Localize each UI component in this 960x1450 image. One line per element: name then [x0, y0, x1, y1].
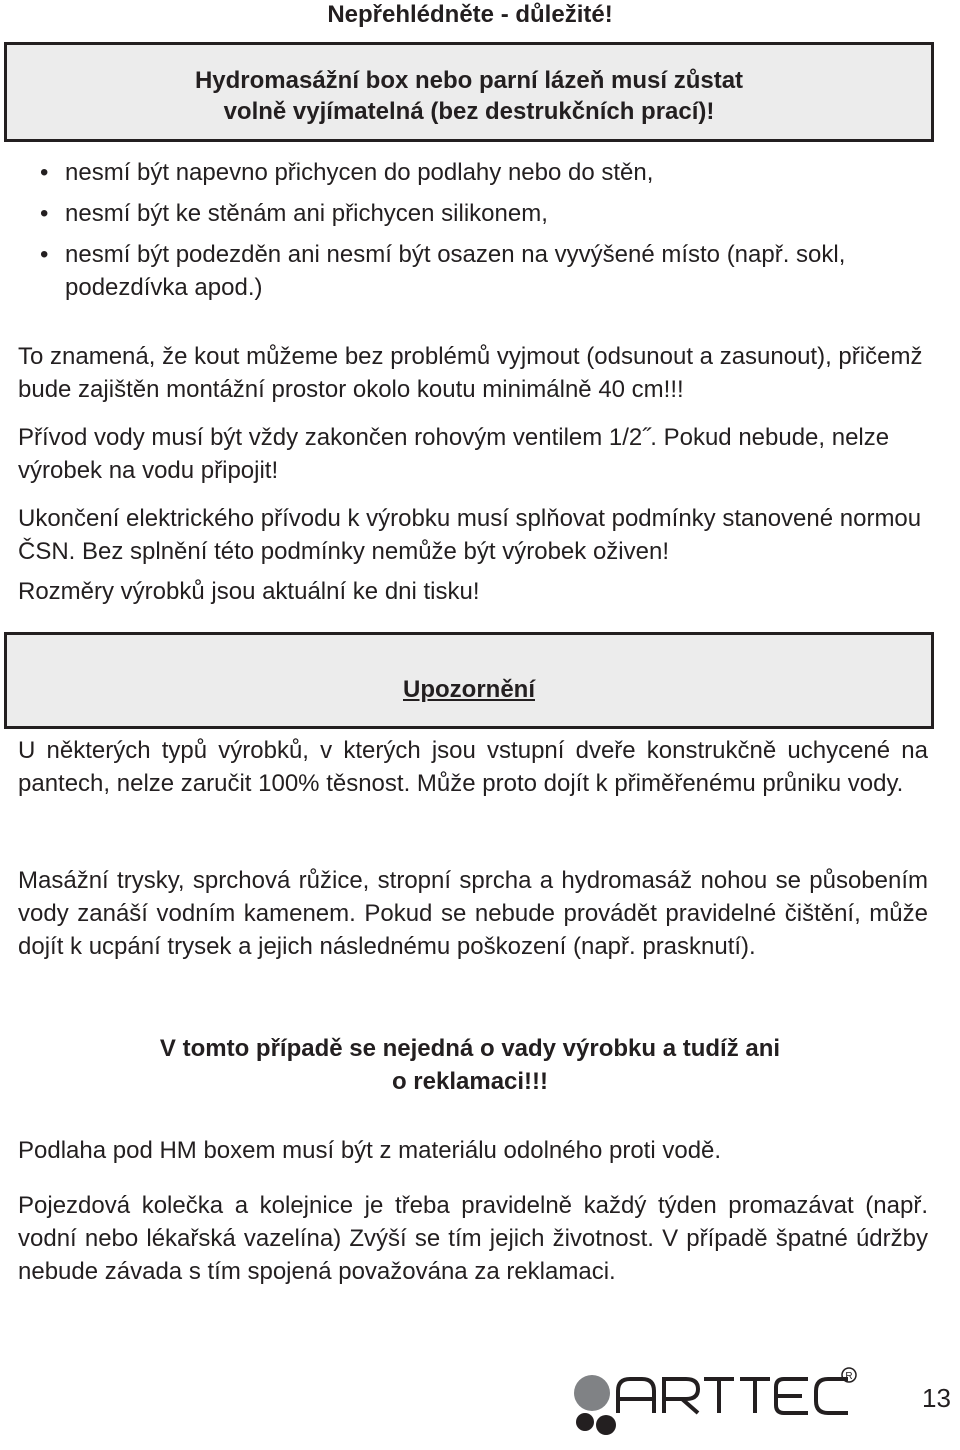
notice-box-text	[7, 45, 931, 127]
notice-line-2: volně vyjímatelná (bez destrukčních prací)!	[223, 98, 715, 125]
claim-line-1: V tomto případě se nejedná o vady výrobku a tudíž ani	[159, 1035, 781, 1062]
page-heading: Nepřehlédněte - důležité!	[327, 1, 613, 28]
logo-circle-small-dark	[576, 1413, 594, 1431]
paragraph-dimensions: Rozměry výrobků jsou aktuální ke dni tisku!	[18, 578, 480, 605]
logo-circle-small	[596, 1415, 616, 1435]
list-item: • nesmí být ke stěnám ani přichycen silikonem,	[40, 197, 920, 230]
claim-line-2: o reklamaci!!!	[391, 1068, 549, 1095]
restriction-list	[40, 156, 920, 312]
paragraph-limescale: Masážní trysky, sprchová růžice, stropní sprcha a hydromasáž nohou se působením vody zanáší vodním kamenem. Pokud se nebude provádět pravidelné čištění, může dojít k ucpání trysek a jejich následnému poškození (např. prasknutí).	[18, 867, 928, 960]
paragraph-maintenance: Pojezdová kolečka a kolejnice je třeba pravidelně každý týden promazávat (např. vodní nebo lékařská vazelína) Zvýší se tím jejich životnost. V případě špatné údržby nebude závada s tím spojená považována za reklamaci.	[18, 1192, 928, 1285]
paragraph-floor: Podlaha pod HM boxem musí být z materiálu odolného proti vodě.	[18, 1137, 722, 1164]
paragraph-removal: To znamená, že kout můžeme bez problémů vyjmout (odsunout a zasunout), přičemž bude zajištěn montážní prostor okolo koutu minimálně 40 cm!!!	[18, 343, 923, 403]
artec-logo-graphic	[570, 1365, 860, 1445]
paragraph-water-supply: Přívod vody musí být vždy zakončen rohovým ventilem 1/2˝. Pokud nebude, nelze výrobek na vodu připojit!	[18, 424, 890, 484]
paragraph-door-tightness: U některých typů výrobků, v kterých jsou vstupní dveře konstrukčně uchycené na pantech, nelze zaručit 100% těsnost. Může proto dojít k přiměřenému průniku vody.	[18, 737, 928, 797]
warning-box	[4, 632, 934, 729]
page-number: 13	[922, 1383, 951, 1413]
claim-notice	[0, 1032, 940, 1098]
list-item: • nesmí být napevno přichycen do podlahy nebo do stěn,	[40, 156, 920, 189]
registered-mark-letter: R	[845, 1371, 853, 1382]
notice-box	[4, 42, 934, 142]
list-item: • nesmí být podezděn ani nesmí být osazen na vyvýšené místo (např. sokl, podezdívka apod.)	[40, 238, 920, 304]
warning-title: Upozornění	[403, 676, 535, 703]
logo-wordmark	[618, 1379, 848, 1413]
paragraph-electric: Ukončení elektrického přívodu k výrobku musí splňovat podmínky stanovené normou ČSN. Bez splnění této podmínky nemůže být výrobek oživen!	[18, 505, 922, 565]
logo-circle-large	[574, 1375, 610, 1411]
artec-logo	[570, 1365, 860, 1445]
notice-line-1: Hydromasážní box nebo parní lázeň musí zůstat	[194, 67, 744, 94]
